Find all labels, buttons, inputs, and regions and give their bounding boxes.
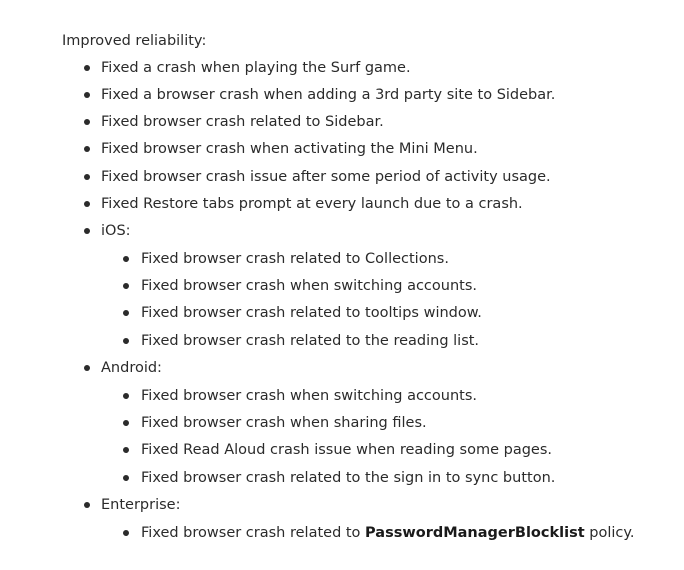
list-item [141, 276, 477, 296]
group-label-text: iOS: [101, 223, 131, 239]
bullet-icon [123, 256, 129, 262]
bullet-icon [123, 338, 129, 344]
list-item-text: Fixed browser crash related to Sidebar. [101, 114, 384, 130]
list-item [101, 112, 384, 132]
policy-name: PasswordManagerBlocklist [365, 525, 585, 541]
bullet-icon [84, 174, 90, 180]
list-item-text: Fixed browser crash when sharing files. [141, 415, 427, 431]
list-item [141, 413, 427, 433]
enterprise-group-label [101, 495, 180, 515]
bullet-icon [84, 65, 90, 71]
list-item-text: Fixed a crash when playing the Surf game. [101, 60, 411, 76]
group-label-text: Android: [101, 360, 162, 376]
bullet-icon [123, 447, 129, 453]
list-item-text: Fixed a browser crash when adding a 3rd party site to Sidebar. [101, 87, 556, 103]
bullet-icon [84, 228, 90, 234]
android-group-label [101, 358, 162, 378]
list-item [141, 303, 482, 323]
list-item [141, 331, 479, 351]
bullet-icon [123, 283, 129, 289]
list-item-text: Fixed Restore tabs prompt at every launch due to a crash. [101, 196, 523, 212]
list-item [101, 58, 411, 78]
list-item-text: Fixed browser crash when activating the Mini Menu. [101, 141, 478, 157]
bullet-icon [84, 502, 90, 508]
list-item [141, 249, 449, 269]
list-item-text: Fixed browser crash issue after some period of activity usage. [101, 169, 551, 185]
list-item [101, 194, 523, 214]
bullet-icon [84, 146, 90, 152]
list-item-suffix: policy. [584, 525, 635, 541]
list-item [141, 440, 552, 460]
bullet-icon [84, 365, 90, 371]
section-heading: Improved reliability: [62, 33, 207, 49]
list-item-text: Fixed browser crash related to the sign in to sync button. [141, 470, 556, 486]
bullet-icon [84, 119, 90, 125]
list-item-text: Fixed browser crash when switching accounts. [141, 388, 477, 404]
list-item [101, 139, 478, 159]
bullet-icon [84, 92, 90, 98]
list-item [141, 386, 477, 406]
bullet-icon [123, 530, 129, 536]
list-item [101, 167, 551, 187]
ios-group-label [101, 221, 131, 241]
bullet-icon [123, 310, 129, 316]
list-item-text: Fixed browser crash when switching accounts. [141, 278, 477, 294]
bullet-icon [123, 393, 129, 399]
list-item-text: Fixed browser crash related to the reading list. [141, 333, 480, 349]
list-item-text: Fixed browser crash related to Collections. [141, 251, 449, 267]
list-item-text: Fixed Read Aloud crash issue when reading some pages. [141, 442, 552, 458]
bullet-icon [84, 201, 90, 207]
group-label-text: Enterprise: [101, 497, 181, 513]
bullet-icon [123, 420, 129, 426]
list-item [141, 468, 555, 488]
list-item-text: Fixed browser crash related to tooltips window. [141, 305, 482, 321]
list-item-prefix: Fixed browser crash related to [141, 525, 366, 541]
list-item [141, 523, 634, 543]
bullet-icon [123, 475, 129, 481]
list-item [101, 85, 555, 105]
